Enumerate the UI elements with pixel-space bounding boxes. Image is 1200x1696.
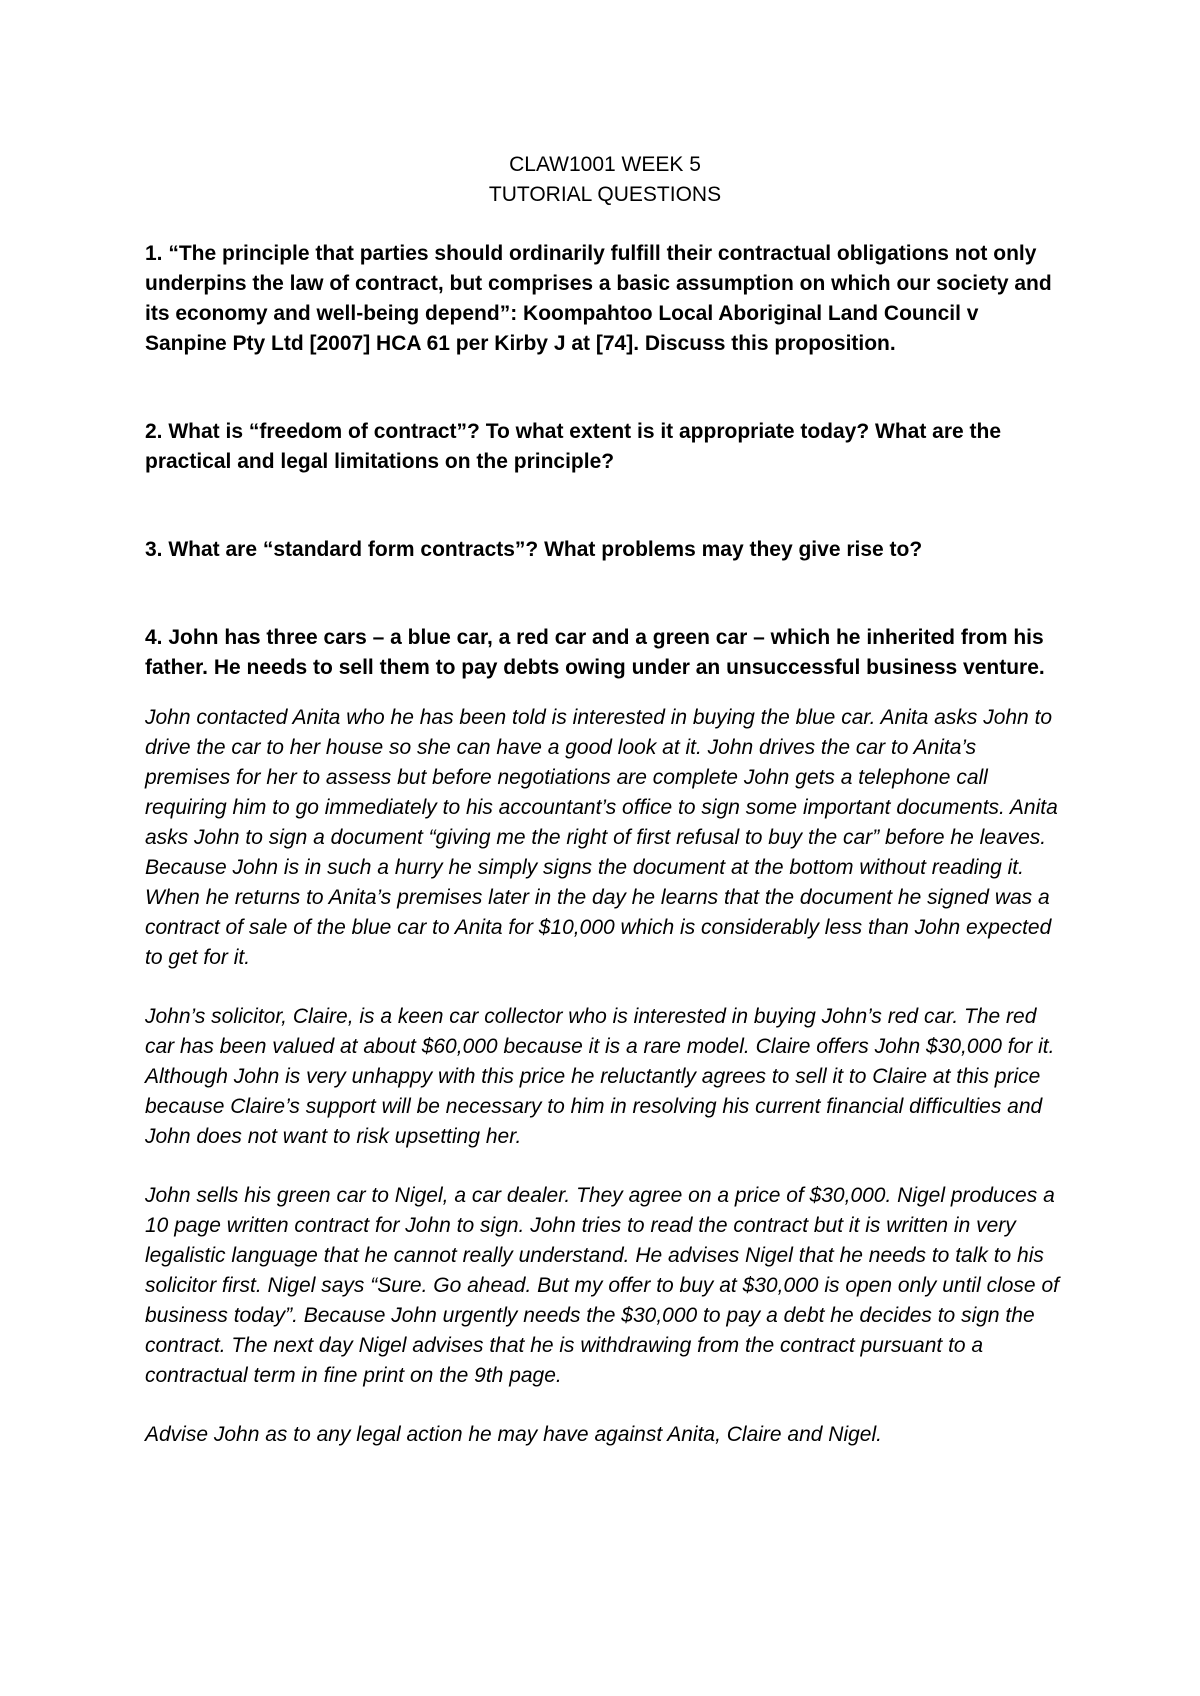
- question-2: 2. What is “freedom of contract”? To what extent is it appropriate today? What are the practical and legal limitations on the principle?: [145, 420, 1002, 473]
- document-subtitle: TUTORIAL QUESTIONS: [488, 183, 722, 206]
- document-body: [145, 150, 1065, 1450]
- document-header: [145, 150, 1065, 210]
- scenario-paragraph-anita: John contacted Anita who he has been told is interested in buying the blue car. Anita asks John to drive the car to her house so she can have a good look at it. John drives the car to Anita’s premises for her to assess but before negotiations are complete John gets a telephone call requiring him to go immediately to his accountant’s office to sign some important documents. Anita asks John to sign a document “giving me the right of first refusal to buy the car” before he leaves. Because John is in such a hurry he simply signs the document at the bottom without reading it. When he returns to Anita’s premises later in the day he learns that the document he signed was a contract of sale of the blue car to Anita for $10,000 which is considerably less than John expected to get for it.: [145, 706, 1058, 969]
- scenario-paragraph-nigel: John sells his green car to Nigel, a car dealer. They agree on a price of $30,000. Nigel produces a 10 page written contract for John to sign. John tries to read the contract but it is written in very legalistic language that he cannot really understand. He advises Nigel that he needs to talk to his solicitor first. Nigel says “Sure. Go ahead. But my offer to buy at $30,000 is open only until close of business today”. Because John urgently needs the $30,000 to pay a debt he decides to sign the contract. The next day Nigel advises that he is withdrawing from the contract pursuant to a contractual term in fine print on the 9th page.: [145, 1184, 1059, 1387]
- scenario-instruction: Advise John as to any legal action he may have against Anita, Claire and Nigel.: [145, 1423, 882, 1446]
- question-3: 3. What are “standard form contracts”? What problems may they give rise to?: [145, 538, 923, 561]
- question-4: 4. John has three cars – a blue car, a red car and a green car – which he inherited from his father. He needs to sell them to pay debts owing under an unsuccessful business venture.: [145, 626, 1045, 679]
- scenario-paragraph-claire: John’s solicitor, Claire, is a keen car collector who is interested in buying John’s red car. The red car has been valued at about $60,000 because it is a rare model. Claire offers John $30,000 for it. Although John is very unhappy with this price he reluctantly agrees to sell it to Claire at this price because Claire’s support will be necessary to him in resolving his current financial difficulties and John does not want to risk upsetting her.: [145, 1005, 1055, 1148]
- course-title: CLAW1001 WEEK 5: [509, 153, 701, 176]
- question-1: 1. “The principle that parties should ordinarily fulfill their contractual obligations not only underpins the law of contract, but comprises a basic assumption on which our society and its economy and well-being depend”: Koompahtoo Local Aboriginal Land Council v Sanpine Pty Ltd [2007] HCA 61 per Kirby J at [74]. Discuss this proposition.: [145, 242, 1052, 355]
